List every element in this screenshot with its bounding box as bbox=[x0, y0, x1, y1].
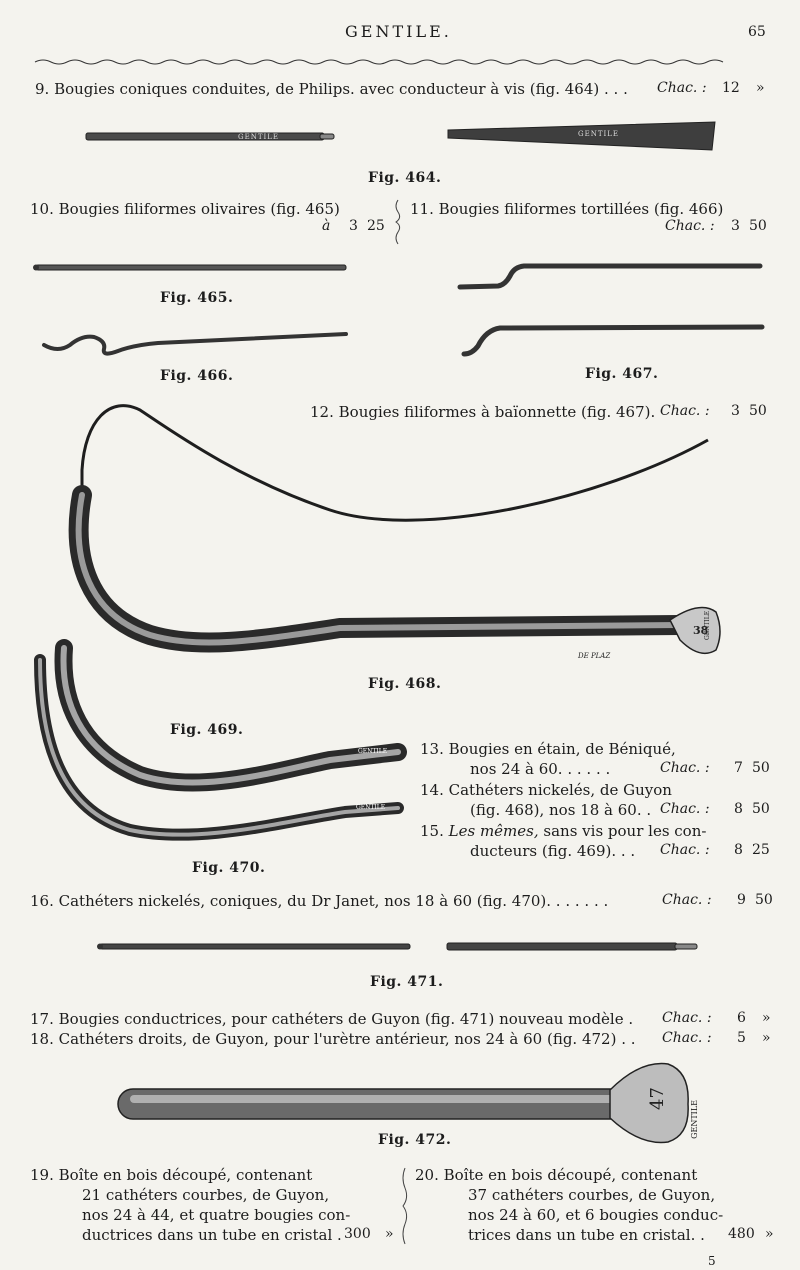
item-12-text bbox=[310, 403, 655, 421]
item-15-chac: Chac. : bbox=[660, 842, 710, 858]
fig-471-bougie-left bbox=[97, 944, 410, 950]
item-14-desc: Cathéters nickelés, de Guyon bbox=[448, 781, 672, 799]
item-16-price: 9 bbox=[737, 892, 746, 908]
fig-472-catheter bbox=[118, 1064, 688, 1143]
item-14-line2: (fig. 468), nos 18 à 60. . bbox=[470, 801, 652, 819]
item-17-num: 17. bbox=[30, 1010, 54, 1028]
item-11-text bbox=[410, 200, 723, 218]
item-10-prefix: à bbox=[322, 218, 331, 234]
fig-465-caption: Fig. 465. bbox=[160, 290, 234, 306]
item-19-line3: nos 24 à 44, et quatre bougies con- bbox=[82, 1206, 351, 1224]
item-13-line1 bbox=[420, 740, 676, 758]
item-10-text bbox=[30, 200, 340, 218]
item-15-desc: sans vis pour les con- bbox=[543, 822, 707, 840]
item-16-chac: Chac. : bbox=[662, 892, 712, 908]
item-19-unit: » bbox=[385, 1226, 394, 1242]
fig-466-bougie bbox=[44, 334, 346, 354]
item-17-chac: Chac. : bbox=[662, 1010, 712, 1026]
item-10-num: 10. bbox=[30, 200, 54, 218]
item-15-em: Les mêmes, bbox=[448, 822, 539, 840]
item-19-price: 300 bbox=[344, 1226, 371, 1242]
item-19-line4: ductrices dans un tube en cristal . bbox=[82, 1226, 342, 1244]
item-10-cents: 25 bbox=[367, 218, 385, 234]
item-11-price: 3 bbox=[731, 218, 740, 234]
item-14-line1 bbox=[420, 781, 672, 799]
item-9-unit: » bbox=[756, 80, 765, 96]
item-20-line2: 37 cathéters courbes, de Guyon, bbox=[468, 1186, 716, 1204]
item-14-chac: Chac. : bbox=[660, 801, 710, 817]
item-9-dots: . . . bbox=[604, 80, 628, 98]
item-9-num: 9. bbox=[35, 80, 50, 98]
fig-468-caption: Fig. 468. bbox=[368, 676, 442, 692]
item-18-unit: » bbox=[762, 1030, 771, 1046]
item-11-num: 11. bbox=[410, 200, 434, 218]
item-15-num: 15. bbox=[420, 822, 444, 840]
item-9-desc: Bougies coniques conduites, de Philips. avec conducteur à vis (fig. 464) bbox=[54, 80, 600, 98]
item-18-desc: Cathéters droits, de Guyon, pour l'urètre antérieur, nos 24 à 60 (fig. 472) . . bbox=[58, 1030, 636, 1048]
engraved-gentile-470: GENTILE bbox=[356, 804, 386, 811]
item-15-line1 bbox=[420, 822, 706, 840]
item-13-price: 7 bbox=[734, 760, 743, 776]
item-16-num: 16. bbox=[30, 892, 54, 910]
item-9-price: 12 bbox=[722, 80, 740, 96]
item-13-cents: 50 bbox=[752, 760, 770, 776]
item-12-desc: Bougies filiformes à baïonnette (fig. 467). bbox=[338, 403, 656, 421]
page-number: 65 bbox=[748, 24, 766, 40]
item-20-line1 bbox=[415, 1166, 697, 1184]
item-16-desc: Cathéters nickelés, coniques, du Dr Janet, nos 18 à 60 (fig. 470). . . . . . . bbox=[58, 892, 609, 910]
fig-466-caption: Fig. 466. bbox=[160, 368, 234, 384]
item-18-price: 5 bbox=[737, 1030, 746, 1046]
fig-464-bougie-left bbox=[86, 133, 334, 140]
item-19-num: 19. bbox=[30, 1166, 54, 1184]
item-18-chac: Chac. : bbox=[662, 1030, 712, 1046]
item-10-desc: Bougies filiformes olivaires (fig. 465) bbox=[58, 200, 340, 218]
item-13-desc: Bougies en étain, de Béniqué, bbox=[448, 740, 676, 758]
engraved-gentile-464: GENTILE bbox=[238, 133, 280, 141]
item-16-cents: 50 bbox=[755, 892, 773, 908]
item-9-text bbox=[35, 80, 628, 98]
item-13-line2: nos 24 à 60. . . . . . bbox=[470, 760, 611, 778]
engraved-gentile-464b: GENTILE bbox=[578, 130, 620, 138]
header-rule bbox=[35, 60, 723, 64]
item-20-line3: nos 24 à 60, et 6 bougies conduc- bbox=[468, 1206, 724, 1224]
item-20-num: 20. bbox=[415, 1166, 439, 1184]
item-12-price: 3 bbox=[731, 403, 740, 419]
signature-mark: 5 bbox=[708, 1254, 716, 1268]
item-12-chac: Chac. : bbox=[660, 403, 710, 419]
engraved-size-468: 38 bbox=[693, 624, 709, 637]
fig-464-caption: Fig. 464. bbox=[368, 170, 442, 186]
item-12-cents: 50 bbox=[749, 403, 767, 419]
fig-467-bougie-bottom bbox=[464, 327, 762, 354]
engraved-gentile-468: GENTILE bbox=[704, 610, 711, 640]
fig-470-caption: Fig. 470. bbox=[192, 860, 266, 876]
engraved-size-472: 47 bbox=[646, 1087, 668, 1110]
engraved-gentile-472: GENTILE bbox=[689, 1100, 699, 1139]
item-10-price: 3 bbox=[349, 218, 358, 234]
item-20-line4: trices dans un tube en cristal. . bbox=[468, 1226, 705, 1244]
item-19-line2: 21 cathéters courbes, de Guyon, bbox=[82, 1186, 330, 1204]
item-9-chac: Chac. : bbox=[657, 80, 707, 96]
item-17-price: 6 bbox=[737, 1010, 746, 1026]
brace-19-20 bbox=[403, 1168, 407, 1244]
fig-465-bougie bbox=[33, 265, 346, 271]
item-18-text bbox=[30, 1030, 636, 1048]
item-11-cents: 50 bbox=[749, 218, 767, 234]
item-14-price: 8 bbox=[734, 801, 743, 817]
item-13-num: 13. bbox=[420, 740, 444, 758]
item-14-num: 14. bbox=[420, 781, 444, 799]
item-15-cents: 25 bbox=[752, 842, 770, 858]
fig-471-caption: Fig. 471. bbox=[370, 974, 444, 990]
item-16-text bbox=[30, 892, 608, 910]
fig-472-caption: Fig. 472. bbox=[378, 1132, 452, 1148]
fig-471-bougie-right bbox=[447, 943, 697, 950]
item-15-line2: ducteurs (fig. 469). . . bbox=[470, 842, 636, 860]
item-17-text bbox=[30, 1010, 633, 1028]
fig-468-catheter bbox=[79, 406, 720, 654]
item-20-desc: Boîte en bois découpé, contenant bbox=[443, 1166, 698, 1184]
fig-467-caption: Fig. 467. bbox=[585, 366, 659, 382]
item-20-unit: » bbox=[765, 1226, 774, 1242]
engraved-gentile-469: GENTILE bbox=[358, 748, 388, 755]
item-11-desc: Bougies filiformes tortillées (fig. 466) bbox=[438, 200, 724, 218]
item-13-chac: Chac. : bbox=[660, 760, 710, 776]
item-11-chac: Chac. : bbox=[665, 218, 715, 234]
engraved-signature: DE PLAZ bbox=[578, 652, 611, 660]
item-19-line1 bbox=[30, 1166, 312, 1184]
fig-467-bougie-top bbox=[460, 266, 760, 287]
item-12-num: 12. bbox=[310, 403, 334, 421]
fig-469-caption: Fig. 469. bbox=[170, 722, 244, 738]
fig-469-catheter bbox=[64, 648, 398, 783]
item-20-price: 480 bbox=[728, 1226, 755, 1242]
item-14-cents: 50 bbox=[752, 801, 770, 817]
item-19-desc: Boîte en bois découpé, contenant bbox=[58, 1166, 313, 1184]
item-15-price: 8 bbox=[734, 842, 743, 858]
item-17-unit: » bbox=[762, 1010, 771, 1026]
brace-10-11 bbox=[396, 200, 400, 244]
item-17-desc: Bougies conductrices, pour cathéters de Guyon (fig. 471) nouveau modèle . bbox=[58, 1010, 634, 1028]
page-title: GENTILE. bbox=[345, 22, 452, 41]
item-18-num: 18. bbox=[30, 1030, 54, 1048]
